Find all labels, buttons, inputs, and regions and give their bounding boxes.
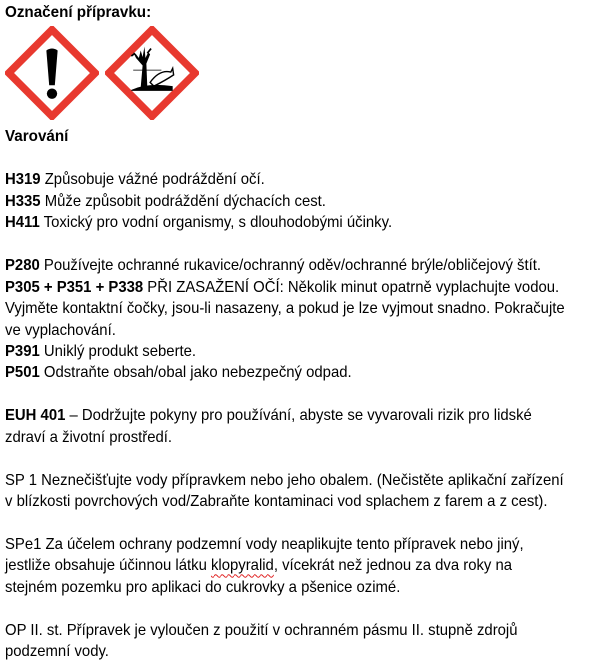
text-line [5, 620, 565, 641]
statement-text: Uniklý produkt seberte. [39, 342, 197, 360]
statement-text: Může způsobit podráždění dýchacích cest. [40, 192, 326, 210]
signal-word: Varování [5, 128, 69, 145]
statement-text: stejném pozemku pro aplikaci do cukrovky a pšenice ozimé. [5, 578, 401, 596]
blank-line [5, 384, 565, 405]
statement-text: Vyjměte kontaktní čočky, jsou-li nasazeny, a pokud je lze vyjmout snadno. Pokračujte [5, 300, 565, 318]
statement-text: v blízkosti povrchových vod/Zabraňte kontaminaci vod splachem z farem a z cest). [5, 493, 548, 510]
blank-line [5, 598, 565, 619]
hazard-statements [5, 148, 607, 663]
blank-line [5, 148, 565, 169]
statement-text: Používejte ochranné rukavice/ochranný oděv/ochranné brýle/obličejový štít. [39, 257, 541, 275]
statement-code: P280 [5, 257, 40, 275]
statement-text: ve vyplachování. [5, 321, 116, 339]
hazard-pictograms [5, 26, 607, 122]
statement-text: OP II. st. Přípravek je vyloučen z použití v ochranném pásmu II. stupně zdrojů [5, 621, 518, 639]
text-line [5, 555, 565, 576]
blank-line [5, 448, 565, 469]
statement-text: podzemní vody. [5, 643, 109, 661]
product-label-document [5, 2, 607, 663]
statement-code: P391 [5, 342, 40, 360]
statement-code: P305 + P351 + P338 [5, 278, 144, 296]
misspelled-word: klopyralid [210, 557, 274, 575]
text-line [5, 405, 565, 426]
statement-code: H411 [5, 214, 40, 232]
statement-code: EUH 401 [5, 407, 66, 425]
blank-line [5, 512, 565, 533]
statement-text: SP 1 Neznečišťujte vody přípravkem nebo jeho obalem. (Nečistěte aplikační zařízení [5, 471, 564, 489]
statement-text: Toxický pro vodní organismy, s dlouhodobými účinky. [39, 214, 393, 232]
exclamation-mark-hazard-icon [5, 26, 99, 120]
text-line [5, 212, 565, 233]
text-line [5, 341, 565, 362]
environment-hazard-icon [105, 26, 199, 120]
text-line [5, 362, 565, 383]
statement-code: P501 [5, 364, 40, 382]
statement-code: H319 [5, 171, 41, 189]
text-line [5, 320, 565, 341]
statement-text: zdraví a životní prostředí. [5, 428, 173, 446]
text-line [5, 277, 565, 298]
statement-text: SPe1 Za účelem ochrany podzemní vody neaplikujte tento přípravek nebo jiný, [5, 535, 524, 553]
text-line [5, 577, 565, 598]
text-line [5, 191, 565, 212]
text-line [5, 298, 565, 319]
text-line [5, 491, 565, 512]
statement-text: Způsobuje vážné podráždění očí. [40, 171, 265, 189]
text-line [5, 641, 565, 662]
statement-text: PŘI ZASAŽENÍ OČÍ: Několik minut opatrně vyplachujte vodou. [143, 278, 560, 296]
statement-text: , vícekrát než jednou za dva roky na [273, 557, 513, 575]
statement-text: jestliže obsahuje účinnou látku [5, 557, 211, 575]
text-line [5, 255, 565, 276]
text-line [5, 470, 565, 491]
section-title: Označení přípravku: [5, 4, 152, 21]
text-line [5, 169, 565, 190]
text-line [5, 427, 565, 448]
blank-line [5, 234, 565, 255]
text-line [5, 534, 565, 555]
statement-text: – Dodržujte pokyny pro používání, abyste se vyvarovali rizik pro lidské [65, 407, 532, 425]
statement-code: H335 [5, 192, 41, 210]
statement-text: Odstraňte obsah/obal jako nebezpečný odpad. [39, 364, 352, 382]
